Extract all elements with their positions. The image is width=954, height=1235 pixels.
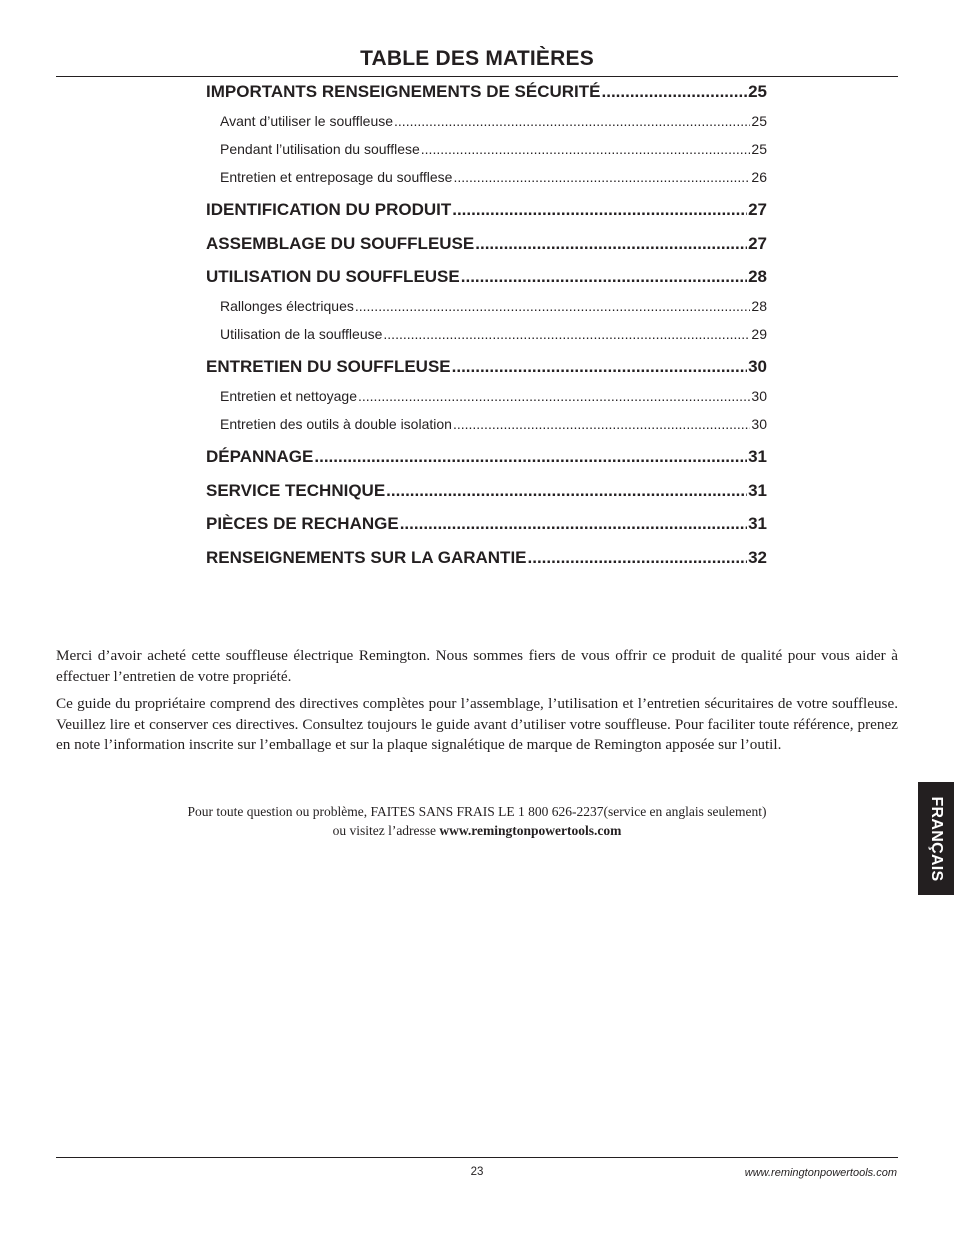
intro-text — [56, 646, 898, 763]
toc-leader-dots — [421, 141, 751, 157]
toc-entry-label: Entretien et nettoyage — [220, 388, 357, 404]
toc-entry-label: Entretien des outils à double isolation — [220, 416, 452, 432]
toc-leader-dots — [400, 514, 747, 534]
toc-entry-label: IMPORTANTS RENSEIGNEMENTS DE SÉCURITÉ — [206, 82, 601, 101]
toc-entry-label: UTILISATION DU SOUFFLEUSE — [206, 267, 460, 286]
toc-entry-technical-service[interactable] — [206, 481, 767, 501]
toc-entry-page: 26 — [751, 169, 767, 185]
language-tab-label: FRANÇAIS — [928, 795, 945, 882]
toc-entry-during-use[interactable] — [220, 141, 767, 157]
contact-phone-line: Pour toute question ou problème, FAITES SANS FRAIS LE 1 800 626-2237(service en anglais seulement) — [187, 804, 767, 819]
toc-entry-double-insulation[interactable] — [220, 416, 767, 432]
toc-entry-page: 30 — [751, 388, 767, 404]
toc-entry-page: 27 — [748, 200, 767, 219]
contact-web-line — [0, 822, 954, 841]
toc-entry-page: 25 — [751, 113, 767, 129]
toc-entry-page: 31 — [748, 447, 767, 466]
toc-entry-label: Rallonges électriques — [220, 298, 354, 314]
toc-leader-dots — [453, 169, 750, 185]
toc-leader-dots — [475, 234, 747, 254]
page-title: TABLE DES MATIÈRES — [360, 47, 594, 70]
toc-leader-dots — [602, 82, 748, 102]
bottom-divider — [56, 1157, 898, 1158]
language-tab — [918, 782, 954, 895]
toc-leader-dots — [314, 447, 747, 467]
table-of-contents — [0, 0, 954, 600]
toc-entry-using-blower[interactable] — [220, 326, 767, 342]
toc-entry-page: 31 — [748, 481, 767, 500]
toc-entry-label: Entretien et entreposage du soufflese — [220, 169, 453, 185]
toc-leader-dots — [453, 416, 750, 432]
toc-entry-page: 25 — [751, 141, 767, 157]
toc-entry-before-use[interactable] — [220, 113, 767, 129]
toc-entry-page: 30 — [751, 416, 767, 432]
toc-entry-maintenance-storage[interactable] — [220, 169, 767, 185]
contact-web-prefix: ou visitez l’adresse — [332, 822, 437, 838]
toc-leader-dots — [394, 113, 750, 129]
toc-entry-page: 25 — [748, 82, 767, 101]
toc-entry-label: Utilisation de la souffleuse — [220, 326, 383, 342]
toc-entry-safety[interactable] — [206, 82, 767, 102]
page-number: 23 — [470, 1166, 484, 1178]
toc-entry-label: DÉPANNAGE — [206, 447, 314, 466]
toc-entry-label: SERVICE TECHNIQUE — [206, 481, 386, 500]
toc-entry-label: Avant d’utiliser le souffleuse — [220, 113, 394, 129]
toc-entry-replacement-parts[interactable] — [206, 514, 767, 534]
toc-entry-cleaning[interactable] — [220, 388, 767, 404]
intro-paragraph-guide: Ce guide du propriétaire comprend des directives complètes pour l’assemblage, l’utilisation et l’entretien sécuritaires de votre souffleuse. Veuillez lire et conserver ces directives. Consultez toujours le guide avant d’utiliser votre souffleuse. Pour faciliter toute référence, prenez en note l’information inscrite sur l’emballage et sur la plaque signalétique de marque de Remington apposée sur l’outil. — [56, 695, 898, 753]
toc-entry-page: 30 — [748, 357, 767, 376]
toc-leader-dots — [358, 388, 750, 404]
toc-entry-assembly[interactable] — [206, 234, 767, 254]
toc-leader-dots — [452, 357, 747, 377]
contact-website-link[interactable]: www.remingtonpowertools.com — [439, 822, 622, 838]
intro-paragraph-thanks: Merci d’avoir acheté cette souffleuse électrique Remington. Nous sommes fiers de vous offrir ce produit de qualité pour vous aider à effectuer l’entretien de votre propriété. — [56, 647, 898, 685]
toc-entry-product-identification[interactable] — [206, 200, 767, 220]
toc-entry-extension-cords[interactable] — [220, 298, 767, 314]
toc-entry-label: ENTRETIEN DU SOUFFLEUSE — [206, 357, 451, 376]
toc-entry-page: 32 — [748, 548, 767, 567]
toc-entry-label: Pendant l’utilisation du soufflese — [220, 141, 420, 157]
toc-entry-page: 31 — [748, 514, 767, 533]
toc-entry-page: 28 — [748, 267, 767, 286]
toc-entry-operation[interactable] — [206, 267, 767, 287]
toc-entry-warranty[interactable] — [206, 548, 767, 568]
toc-entry-label: PIÈCES DE RECHANGE — [206, 514, 399, 533]
toc-leader-dots — [528, 548, 748, 568]
toc-leader-dots — [452, 200, 747, 220]
toc-entry-page: 29 — [751, 326, 767, 342]
toc-entry-label: RENSEIGNEMENTS SUR LA GARANTIE — [206, 548, 527, 567]
toc-leader-dots — [383, 326, 750, 342]
toc-entry-label: IDENTIFICATION DU PRODUIT — [206, 200, 452, 219]
contact-info — [0, 803, 954, 840]
toc-entry-troubleshooting[interactable] — [206, 447, 767, 467]
toc-leader-dots — [386, 481, 747, 501]
toc-entry-label: ASSEMBLAGE DU SOUFFLEUSE — [206, 234, 475, 253]
toc-entry-page: 27 — [748, 234, 767, 253]
toc-leader-dots — [355, 298, 751, 314]
footer-website[interactable]: www.remingtonpowertools.com — [744, 1167, 897, 1179]
toc-entry-page: 28 — [751, 298, 767, 314]
toc-leader-dots — [461, 267, 747, 287]
toc-entry-maintenance[interactable] — [206, 357, 767, 377]
